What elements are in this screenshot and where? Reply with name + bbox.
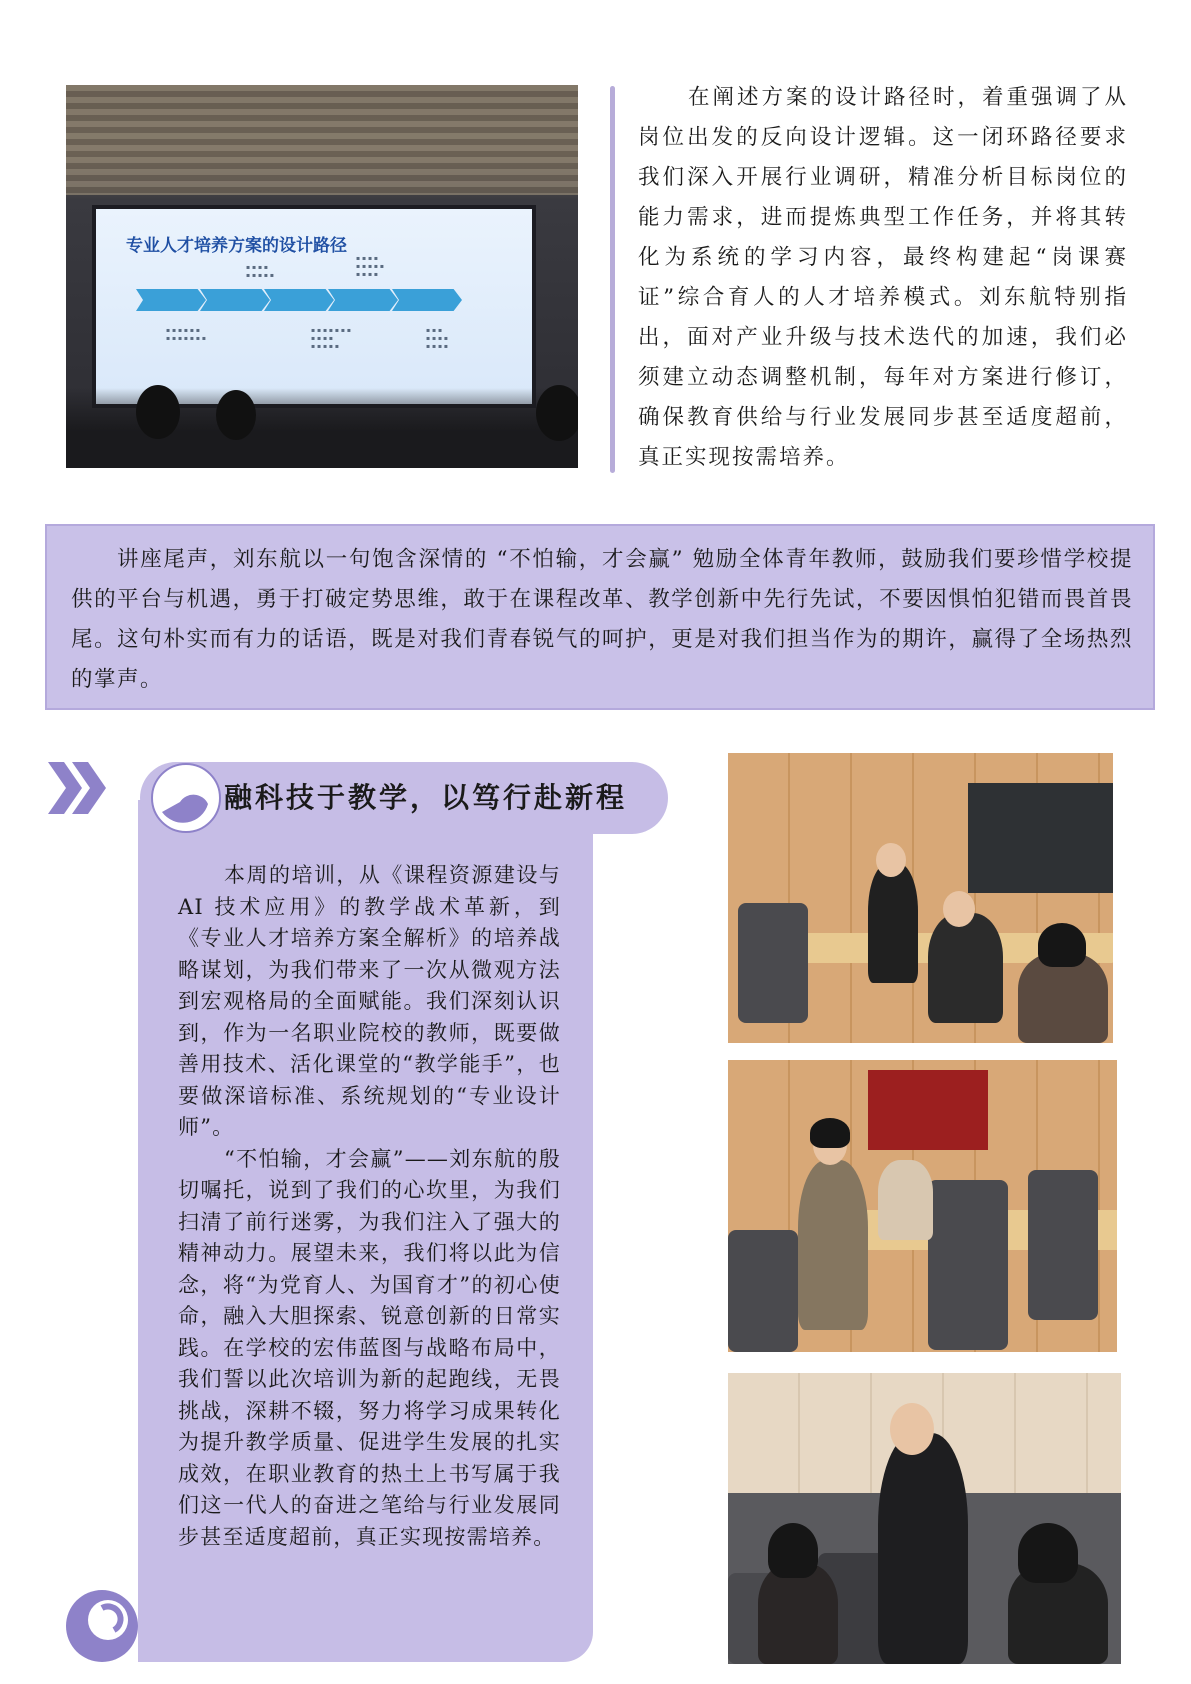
audience-head [216, 390, 256, 440]
chair [928, 1180, 1008, 1350]
summary-paragraph: “不怕输，才会赢”——刘东航的殷切嘱托，说到了我们的心坎里，为我们扫清了前行迷雾，为我们注入了强大的精神动力。展望未来，我们将以此为信念，将“为党育人、为国育才”的初心使命，融入大胆探索、锐意创新的日常实践。在学校的宏伟蓝图与战略布局中，我们誓以此次培训为新的起跑线，无畏挑战，深耕不辍，努力将学习成果转化为提升教学质量、促进学生发展的扎实成效，在职业教育的热土上书写属于我们这一代人的奋进之笔给与行业发展同步甚至适度超前，真正实现按需培养。 [178, 1146, 561, 1549]
slide-flow-chevrons [136, 289, 456, 311]
chair [738, 903, 808, 1023]
standing-person [798, 1160, 868, 1330]
standing-person [878, 1433, 968, 1664]
classroom-photo-2 [728, 1060, 1117, 1352]
slide-title: 专业人才培养方案的设计路径 [126, 236, 347, 256]
section-title: 融科技于教学，以笃行赴新程 [224, 781, 628, 814]
slide-note: ▪ ▪ ▪ ▪ ▪ ▪ ▪ ▪ ▪ ▪ ▪ ▪ ▪ [166, 327, 206, 342]
seated-person [878, 1160, 933, 1240]
window [968, 783, 1113, 893]
flow-step [200, 289, 270, 311]
flow-step [392, 289, 462, 311]
audience-head [136, 385, 180, 439]
vertical-divider [610, 86, 615, 473]
ceiling-lights [66, 85, 578, 195]
slide-note: ▪ ▪ ▪ ▪ ▪ ▪ ▪ ▪ ▪ ▪ ▪ ▪ ▪ ▪ ▪ ▪ [311, 327, 351, 350]
chair [728, 1230, 798, 1352]
design-path-paragraph: 在阐述方案的设计路径时，着重强调了从岗位出发的反向设计逻辑。这一闭环路径要求我们深入开展行业调研，精准分析目标岗位的能力需求，进而提炼典型工作任务，并将其转化为系统的学习内容，最终构建起“岗课赛证”综合育人的人才培养模式。刘东航特别指出，面对产业升级与技术迭代的加速，我们必须建立动态调整机制，每年对方案进行修订，确保教育供给与行业发展同步甚至适度超前，真正实现按需培养。 [638, 85, 1128, 470]
seated-person [758, 1563, 838, 1664]
closing-remarks-paragraph: 讲座尾声，刘东航以一句饱含深情的 “不怕输，才会赢” 勉励全体青年教师，鼓励我们要珍惜学校提供的平台与机遇，勇于打破定势思维，敢于在课程改革、教学创新中先行先试，不要因惧怕犯错而畏首畏尾。这句朴实而有力的话语，既是对我们青春锐气的呵护，更是对我们担当作为的期许，赢得了全场热烈的掌声。 [71, 547, 1133, 692]
quote-box [45, 524, 1155, 710]
audience-head [536, 385, 578, 441]
red-door [868, 1070, 988, 1150]
standing-person [868, 863, 918, 983]
flow-step [136, 289, 206, 311]
flow-step [264, 289, 334, 311]
face [943, 891, 975, 927]
lecture-photo [66, 85, 578, 468]
classroom-photo-1 [728, 753, 1113, 1043]
summary-text [178, 860, 561, 1553]
face [876, 843, 906, 877]
double-chevron-right-icon [48, 760, 108, 816]
summary-paragraph: 本周的培训，从《课程资源建设与 AI 技术应用》的教学战术革新，到《专业人才培养方案全解析》的培养战略谋划，为我们带来了一次从微观方法到宏观格局的全面赋能。我们深刻认识到，作为一名职业院校的教师，既要做善用技术、活化课堂的“教学能手”，也要做深谙标准、系统规划的“专业设计师”。 [178, 863, 561, 1139]
hair [768, 1523, 818, 1578]
chair [1028, 1170, 1098, 1320]
seated-person [928, 913, 1003, 1023]
scroll-curl-icon [62, 1586, 142, 1664]
slide-note: ▪ ▪ ▪ ▪ ▪ ▪ ▪ ▪ ▪ ▪ ▪ ▪ ▪ [356, 255, 384, 278]
hair [810, 1118, 850, 1148]
slide-note: ▪ ▪ ▪ ▪ ▪ ▪ ▪ ▪ ▪ ▪ ▪ [426, 327, 448, 350]
classroom-photo-3 [728, 1373, 1121, 1664]
hair [1018, 1523, 1078, 1583]
slide-note: ▪ ▪ ▪ ▪ ▪ ▪ ▪ ▪ ▪ [246, 264, 274, 279]
face [890, 1403, 934, 1455]
hat [1038, 923, 1086, 967]
projector-screen [92, 205, 536, 408]
flow-step [328, 289, 398, 311]
scroll-curl-icon [150, 762, 222, 834]
